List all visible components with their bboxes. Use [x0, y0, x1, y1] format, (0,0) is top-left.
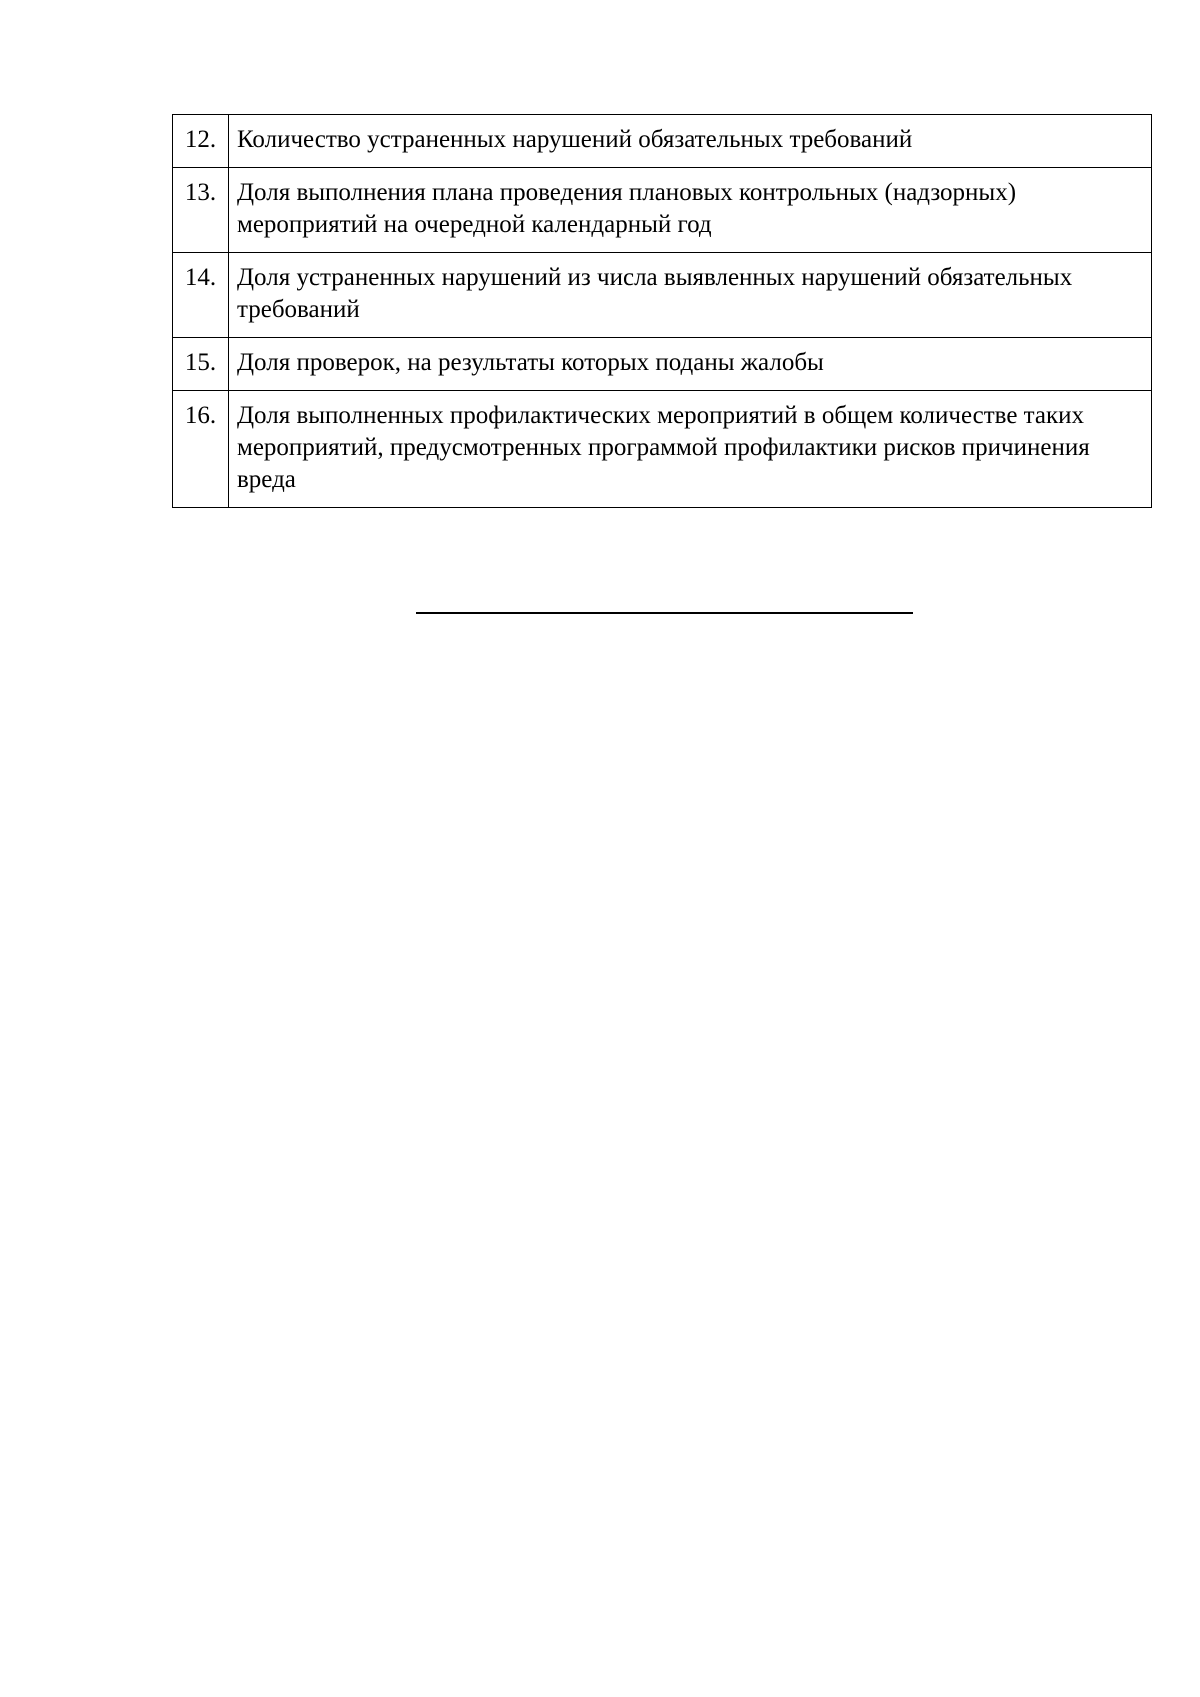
table-row [173, 391, 1152, 508]
table-row [173, 338, 1152, 391]
row-text: Доля проверок, на результаты которых поданы жалобы [229, 338, 1152, 391]
row-text: Количество устраненных нарушений обязательных требований [229, 115, 1152, 168]
end-separator-line [416, 612, 913, 614]
table-row [173, 115, 1152, 168]
indicators-table [172, 114, 1152, 508]
row-text: Доля выполнения плана проведения плановых контрольных (надзорных) мероприятий на очередной календарный год [229, 168, 1152, 253]
table-row [173, 253, 1152, 338]
row-text: Доля выполненных профилактических мероприятий в общем количестве таких мероприятий, предусмотренных программой профилактики рисков причинения вреда [229, 391, 1152, 508]
row-number: 15. [173, 338, 229, 391]
row-number: 12. [173, 115, 229, 168]
row-number: 16. [173, 391, 229, 508]
row-number: 14. [173, 253, 229, 338]
table-row [173, 168, 1152, 253]
row-text: Доля устраненных нарушений из числа выявленных нарушений обязательных требований [229, 253, 1152, 338]
row-number: 13. [173, 168, 229, 253]
